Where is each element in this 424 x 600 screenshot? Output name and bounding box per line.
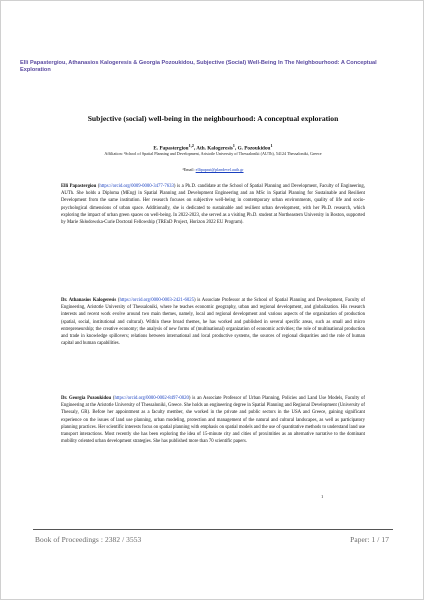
bio-text: is a Ph.D. candidate at the School of Spatial Planning and Development, Faculty of Engineering, AUTh. She holds a Diploma (MEng) in Spatial Planning and Development Engineering and an MSc in Spatial Planning for Sustainable and Resilient Development from the same institution. Her research focuses on subjective well-being in contemporary urban environments, quality of life and socio-psychological dimensions of urban space. Additionally, she is dedicated to sustainable and resilient urban development, with her Ph.D. research, which exploring the impact of urban green spaces on well-being. In 2022-2023, she served as a visiting Ph.D. student at Northeastern University in Boston, supported by Marie Skłodowska-Curie Doctoral Fellowship (TREnD Project, Horizon 2022 EU Program). [61,184,365,226]
bio-name: Dr. Georgia Pozoukidou [61,396,112,401]
bio-text: is Associate Professor at the School of Spatial Planning and Development, Faculty of Engineering, Aristotle University of Thessaloniki, where he teaches economic geography, urban and regional development, and globalization. His research interests and recent work evolve around two main themes, namely, local and regional development and various aspects of the organization of production (spatial, social, institutional and cultural). Within these broad themes, he has worked and published in several specific areas, such as small and micro entrepreneurship; the creative economy; the analysis of new forms of (multinational) organization of economic activities; the role of multinational production and trade in knowledge spillovers; relations between international and local productive systems, the sources of regional disparities and the role of human capital and human capabilities. [61,298,365,347]
bio-text: is an Associate Professor of Urban Planning, Policies and Land Use Models, Faculty of Engineering at the Aristotle University of Thessaloniki, Greece. She holds an engineering degree in Spatial Planning and Regional Development (University of Thessaly, GR). Before her appointment as a faculty member, she worked in the private and public sectors in the USA and Greece, gaining significant experience on the issues of land use planning, urban modeling, protection and management of the natural and cultural landscapes, as well as participatory planning practices. Her scientific interests focus on spatial planning with emphasis on spatial models and the use of quantitative methods to understand land use transport interactions. Most recently she has been exploring the idea of 15-minute city and cities of proximities as an alternative narrative to the dominant mobility oriented urban development strategies. She has published more than 70 scientific papers. [61,396,366,445]
footer-paper-count: Paper: 1 / 17 [350,535,389,544]
author-2: , Ath. Kalogeresis [193,145,233,152]
author-1: E. Papastergiou [153,145,189,152]
bio-name: Dr. Athanasios Kalogeresis [61,298,117,303]
email-link[interactable]: ellipapast@plandevel.auth.gr [195,167,244,172]
author-3-affil: 1 [270,143,273,148]
email-label: ²Email: [182,167,196,172]
bio-papastergiou: Elli Papastergiou (https://orcid.org/0009-0000-3477-7633) is a Ph.D. candidate at the School of Spatial Planning and Development, Faculty of Engineering, AUTh. She holds a Diploma (MEng) in Spatial Planning and Development Engineering and an MSc in Spatial Planning for Sustainable and Resilient Development from the same institution. Her research focuses on subjective well-being in contemporary urban environments, quality of life and socio-psychological dimensions of urban space. Additionally, she is dedicated to sustainable and resilient urban development, with her Ph.D. research, which exploring the impact of urban green spaces on well-being. In 2022-2023, she served as a visiting Ph.D. student at Northeastern University in Boston, supported by Marie Skłodowska-Curie Doctoral Fellowship (TREnD Project, Horizon 2022 EU Program). [61,184,365,226]
author-1-affil: 1,2 [188,143,194,148]
orcid-link[interactable]: https://orcid.org/0000-0003-2421-6025 [119,298,194,303]
author-2-affil: 1 [232,143,235,148]
email-line [61,167,365,173]
bio-name: Elli Papastergiou [61,184,97,189]
footer-proceedings: Book of Proceedings : 2382 / 3553 [35,535,142,544]
footer-divider [33,529,393,530]
paper-title: Subjective (social) well-being in the neighbourhood: A conceptual exploration [87,114,339,123]
author-3: , G. Pozoukidou [234,145,271,152]
running-header: Elli Papastergiou, Athanasios Kalogeresis & Georgia Pozoukidou, Subjective (Social) Well-Being In The Neighbourhood: A Conceptual Exploration [20,60,377,73]
bio-pozoukidou: Dr. Georgia Pozoukidou (https://orcid.org/0000-0002-8497-0020) is an Associate Professor of Urban Planning, Policies and Land Use Models, Faculty of Engineering at the Aristotle University of Thessaloniki, Greece. She holds an engineering degree in Spatial Planning and Regional Development (University of Thessaly, GR). Before her appointment as a faculty member, she worked in the private and public sectors in the USA and Greece, gaining significant experience on the issues of land use planning, urban modeling, protection and management of the natural and cultural landscapes, as well as participatory planning practices. Her scientific interests focus on spatial planning with emphasis on spatial models and the use of quantitative methods to understand land use transport interactions. Most recently she has been exploring the idea of 15-minute city and cities of proximities as an alternative narrative to the dominant mobility oriented urban development strategies. She has published more than 70 scientific papers. [61,396,366,445]
orcid-link[interactable]: https://orcid.org/0000-0002-8497-0020 [114,396,189,401]
affiliation: Affiliation: ¹School of Spatial Planning and Development, Aristotle University of Thessaloniki (AUTh), 54124 Thessaloniki, Greece [104,151,322,156]
page-number: 1 [321,494,324,499]
bio-kalogeresis: Dr. Athanasios Kalogeresis (https://orcid.org/0000-0003-2421-6025) is Associate Professor at the School of Spatial Planning and Development, Faculty of Engineering, Aristotle University of Thessaloniki, where he teaches economic geography, urban and regional development, and globalization. His research interests and recent work evolve around two main themes, namely, local and regional development and various aspects of the organization of production (spatial, social, institutional and cultural). Within these broad themes, he has worked and published in several specific areas, such as small and micro entrepreneurship; the creative economy; the analysis of new forms of (multinational) organization of economic activities; the role of multinational production and trade in knowledge spillovers; relations between international and local productive systems, the sources of regional disparities and the role of human capital and human capabilities. [61,298,365,347]
orcid-link[interactable]: https://orcid.org/0009-0000-3477-7633 [99,184,174,189]
